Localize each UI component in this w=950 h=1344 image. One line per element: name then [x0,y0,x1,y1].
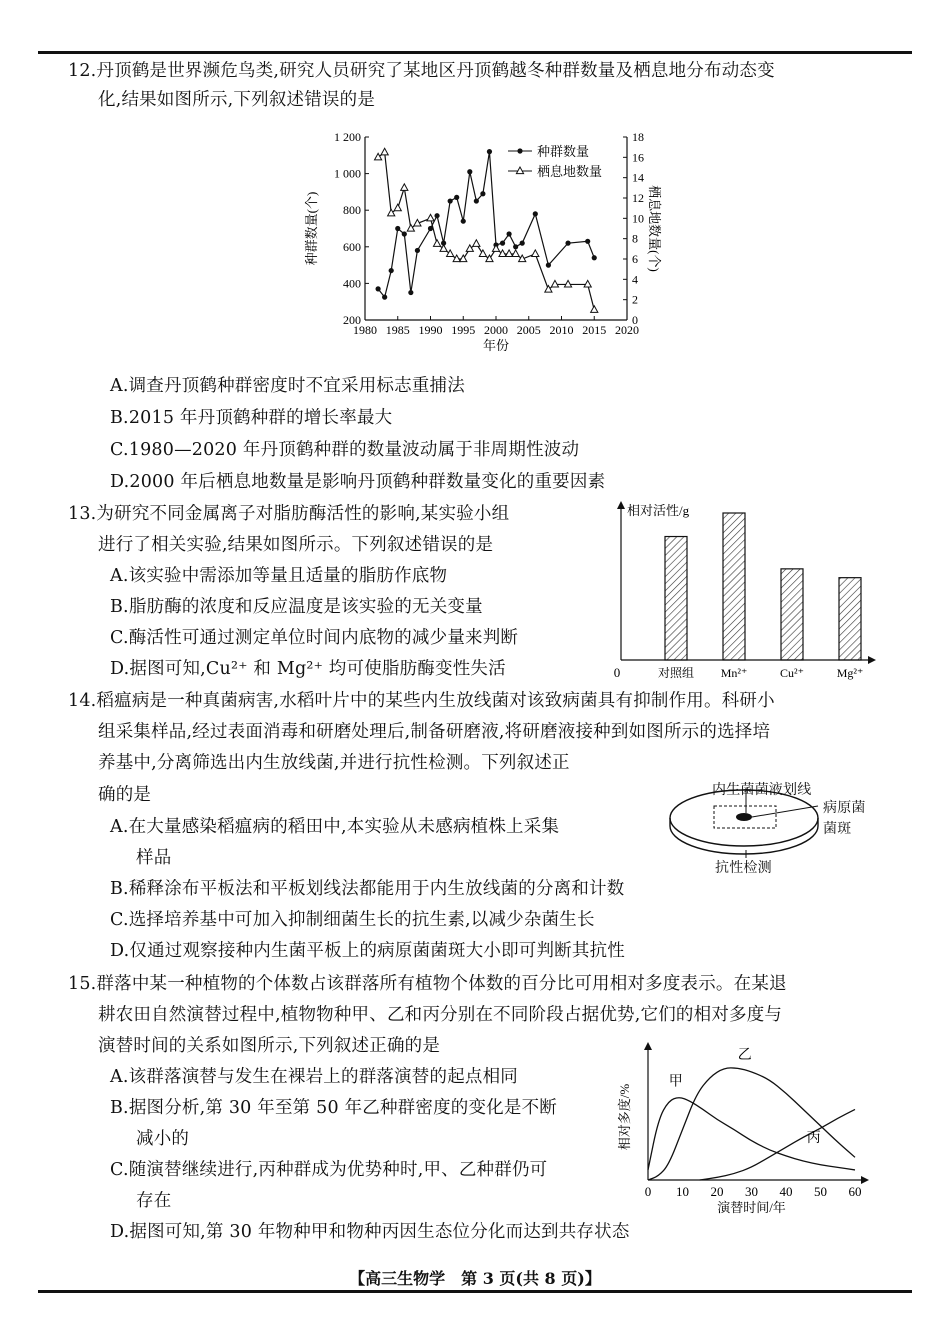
habitat-point [545,286,552,293]
q12-option-c: C.1980—2020 年丹顶鹤种群的数量波动属于非周期性波动 [110,440,580,460]
x-tick-label: 1985 [385,323,410,337]
q14-option-a-line2: 样品 [136,848,172,868]
x-tick-label: 2015 [582,323,607,337]
y2-tick-label: 18 [632,130,644,144]
series-label-jia: 甲 [668,1074,683,1090]
label-streak: 内生菌菌液划线 [712,782,812,798]
legend-marker-1 [517,148,522,153]
habitat-point [512,250,519,257]
population-point [408,290,413,295]
pathogen-spot [736,813,752,821]
habitat-point [427,214,434,221]
origin-label: 0 [613,665,621,680]
q13-option-b: B.脂肪酶的浓度和反应温度是该实验的无关变量 [110,597,483,617]
population-point [585,239,590,244]
x-tick-label: Cu²⁺ [780,666,804,680]
habitat-point [499,250,506,257]
legend-label-2: 栖息地数量 [537,164,603,179]
habitat-point [447,250,454,257]
q14-stem-line2: 组采集样品,经过表面消毒和研磨处理后,制备研磨液,将研磨液接种到如图所示的选择培 [98,722,771,742]
population-point [395,226,400,231]
x-tick-label: 30 [745,1184,758,1199]
q13-bar-chart [605,495,880,685]
y2-axis-title: 栖息地数量(个) [647,185,662,272]
habitat-point [381,148,388,155]
y-tick-label: 200 [343,313,361,327]
label-spot: 菌斑 [823,821,852,837]
q15-option-a: A.该群落演替与发生在裸岩上的群落演替的起点相同 [110,1067,518,1087]
species-curve-1 [648,1098,855,1170]
habitat-point [492,245,499,252]
q14-option-b: B.稀释涂布平板法和平板划线法都能用于内生放线菌的分离和计数 [110,879,625,899]
legend-marker-2 [516,167,523,174]
habitat-point [584,280,591,287]
y2-tick-label: 10 [632,211,644,226]
habitat-point [551,280,558,287]
y2-tick-label: 4 [632,272,638,287]
habitat-point [388,209,395,216]
label-resistance: 抗性检测 [715,860,772,876]
habitat-point [466,245,473,252]
top-rule [38,51,912,54]
q12-option-a: A.调查丹顶鹤种群密度时不宜采用标志重捕法 [110,376,465,396]
habitat-point [375,153,382,160]
x-axis-title: 年份 [482,338,510,353]
x-tick-label: 10 [676,1184,689,1199]
q12-option-d: D.2000 年后栖息地数量是影响丹顶鹤种群数量变化的重要因素 [110,472,606,492]
population-point [546,263,551,268]
y-tick-label: 400 [343,276,361,291]
y2-tick-label: 14 [632,170,644,185]
population-point [389,268,394,273]
series-label-bing: 丙 [806,1131,821,1147]
y-axis-title: 相对多度/% [617,1083,632,1151]
x-axis-arrow [868,656,876,664]
population-point [565,241,570,246]
x-tick-label: 1980 [353,323,377,337]
habitat-point [394,204,401,211]
q14-stem-line1: 14.稻瘟病是一种真菌病害,水稻叶片中的某些内生放线菌对该致病菌具有抑制作用。科研小 [68,691,775,711]
q13-stem-line2: 进行了相关实验,结果如图所示。下列叙述错误的是 [98,535,494,555]
q14-option-c: C.选择培养基中可加入抑制细菌生长的抗生素,以减少杂菌生长 [110,910,595,930]
population-point [533,211,538,216]
y2-tick-label: 2 [632,292,638,307]
population-point [507,231,512,236]
q15-option-b-line2: 减小的 [136,1129,190,1149]
q12-population-chart [300,125,660,365]
x-tick-label: Mn²⁺ [720,666,748,680]
population-point [513,244,518,249]
dish-rim-side [670,818,818,854]
habitat-point [440,245,447,252]
y2-tick-label: 12 [632,191,644,205]
page-footer: 【高三生物学 第 3 页(共 8 页)】 [349,1269,601,1288]
x-tick-label: 60 [848,1184,862,1199]
q13-option-a: A.该实验中需添加等量且适量的脂肪作底物 [110,566,448,586]
y2-tick-label: 8 [632,231,638,246]
population-point [376,286,381,291]
x-tick-label: 20 [710,1184,724,1199]
y2-tick-label: 16 [632,150,644,165]
bar [665,537,687,660]
population-point [448,198,453,203]
habitat-point [591,306,598,313]
bar [781,569,803,660]
y-axis-title: 种群数量(个) [304,191,319,266]
q15-option-c-line2: 存在 [136,1191,172,1211]
q15-abundance-chart [615,1040,875,1215]
population-point [487,149,492,154]
x-axis-arrow [861,1176,869,1184]
q13-option-c: C.酶活性可通过测定单位时间内底物的减少量来判断 [110,628,519,648]
q13-option-d: D.据图可知,Cu²⁺ 和 Mg²⁺ 均可使脂肪酶变性失活 [110,659,506,679]
habitat-point [401,184,408,191]
population-point [592,255,597,260]
x-tick-label: 2020 [615,323,639,337]
y-axis-arrow [617,501,625,509]
habitat-point [407,225,414,232]
q12-stem-line1: 12.丹顶鹤是世界濒危鸟类,研究人员研究了某地区丹顶鹤越冬种群数量及栖息地分布动态变 [68,61,775,81]
x-tick-label: 0 [644,1184,652,1199]
population-point [454,195,459,200]
habitat-point [473,240,480,247]
population-point [461,219,466,224]
bar [723,513,745,660]
population-point [402,231,407,236]
y-tick-label: 800 [343,203,361,218]
q15-option-b-line1: B.据图分析,第 30 年至第 50 年乙种群密度的变化是不断 [110,1098,557,1118]
x-tick-label: 40 [779,1184,793,1199]
habitat-point [564,280,571,287]
population-point [467,169,472,174]
population-point [480,191,485,196]
label-pathogen: 病原菌 [823,800,866,816]
q14-option-a-line1: A.在大量感染稻瘟病的稻田中,本实验从未感病植株上采集 [110,817,560,837]
bottom-rule [38,1290,912,1293]
population-point [520,241,525,246]
x-tick-label: 2005 [516,323,541,337]
x-tick-label: 50 [814,1184,827,1199]
x-tick-label: 2000 [484,323,508,337]
y2-tick-label: 0 [632,313,638,327]
x-tick-label: 2010 [549,323,574,337]
population-point [382,295,387,300]
habitat-point [453,255,460,262]
q14-option-d: D.仅通过观察接种内生菌平板上的病原菌菌斑大小即可判断其抗性 [110,941,625,961]
q14-stem-line4: 确的是 [98,785,152,805]
y-tick-label: 1 000 [334,166,361,181]
population-point [415,248,420,253]
y-axis-title: 相对活性/g [627,503,690,518]
leader-right [752,806,818,817]
q15-stem-line2: 耕农田自然演替过程中,植物物种甲、乙和丙分别在不同阶段占据优势,它们的相对多度与 [98,1005,783,1025]
habitat-point [506,250,513,257]
q13-stem-line1: 13.为研究不同金属离子对脂肪酶活性的影响,某实验小组 [68,504,510,524]
y2-tick-label: 6 [632,252,638,266]
y-tick-label: 600 [343,239,361,254]
y-axis-arrow [644,1042,652,1050]
y-tick-label: 1 200 [334,130,361,144]
q15-option-d: D.据图可知,第 30 年物种甲和物种丙因生态位分化而达到共存状态 [110,1222,630,1242]
q12-option-b: B.2015 年丹顶鹤种群的增长率最大 [110,408,393,428]
x-tick-label: 1995 [451,323,476,337]
q12-stem-line2: 化,结果如图所示,下列叙述错误的是 [98,90,376,110]
x-axis-title: 演替时间/年 [717,1200,786,1215]
population-point [474,198,479,203]
population-point [500,241,505,246]
x-tick-label: Mg²⁺ [836,666,864,680]
series-label-yi: 乙 [737,1048,752,1064]
population-point [434,213,439,218]
x-tick-label: 对照组 [657,666,695,680]
legend-label-1: 种群数量 [537,144,590,159]
species-curve-3 [700,1109,855,1180]
x-tick-label: 1990 [418,323,443,337]
habitat-point [433,240,440,247]
q15-option-c-line1: C.随演替继续进行,丙种群成为优势种时,甲、乙种群仍可 [110,1160,548,1180]
q15-stem-line1: 15.群落中某一种植物的个体数占该群落所有植物个体数的百分比可用相对多度表示。在某退 [68,974,787,994]
q14-stem-line3: 养基中,分离筛选出内生放线菌,并进行抗性检测。下列叙述正 [98,753,570,773]
q15-stem-line3: 演替时间的关系如图所示,下列叙述正确的是 [98,1036,441,1056]
habitat-point [532,250,539,257]
bar [839,578,861,660]
